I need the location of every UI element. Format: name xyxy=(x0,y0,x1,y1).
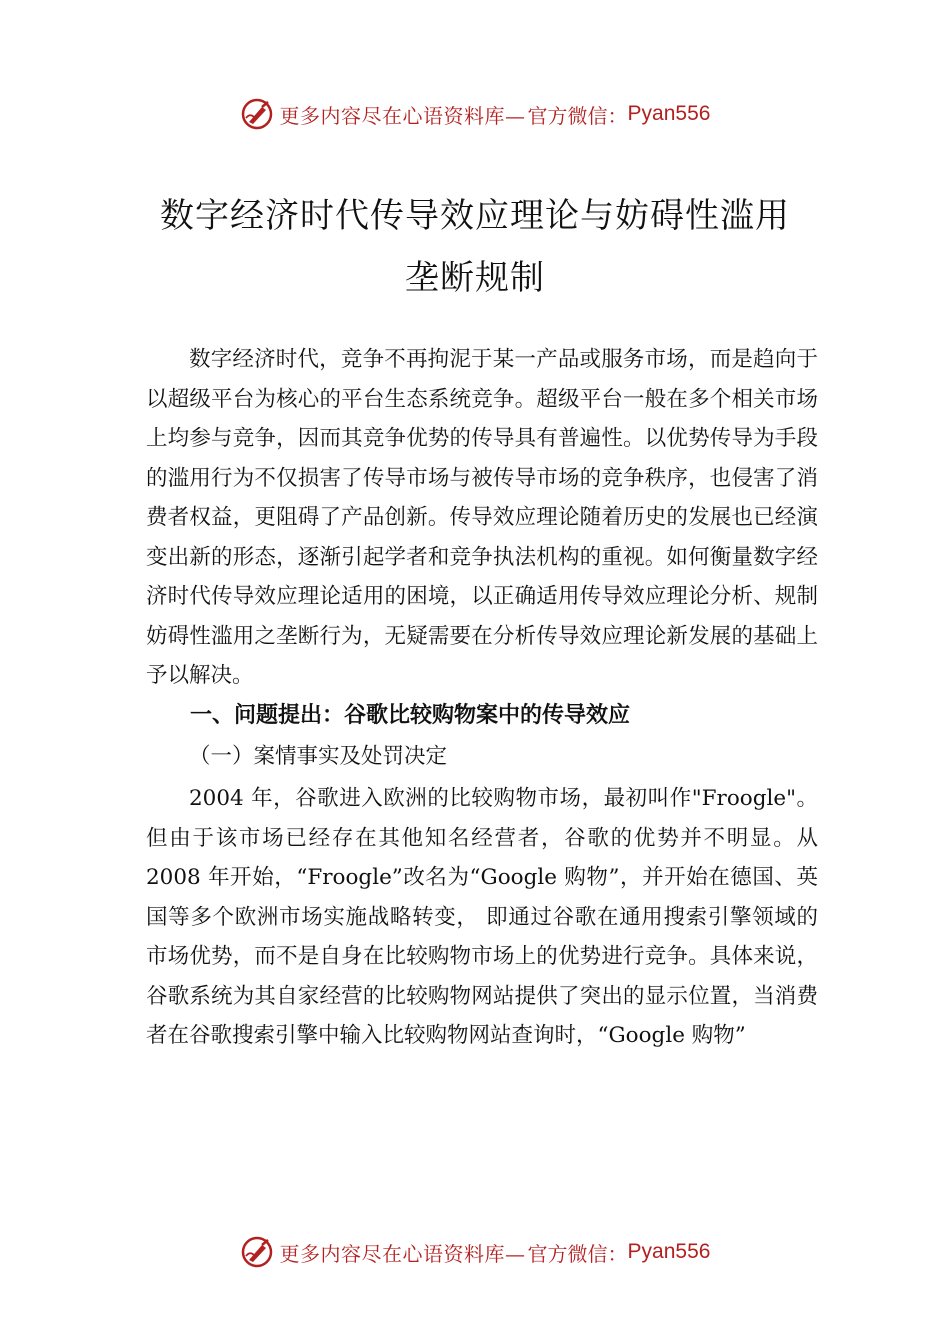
document-title-line-2: 垄断规制 xyxy=(405,258,545,298)
banner-text: 更多内容尽在心语资料库— xyxy=(279,1241,526,1266)
document-title-line-1: 数字经济时代传导效应理论与妨碍性滥用 xyxy=(160,196,790,236)
case-paragraph: 2004 年，谷歌进入欧洲的比较购物市场，最初叫作"Froogle"。但由于该市场已经存在其他知名经营者，谷歌的优势并不明显。从 2008 年开始，“Froogle”改名为“Google 购物”，并开始在德国、英国等多个欧洲市场实施战略转变， 即通过谷歌在通用搜索引擎领域的市场优势，而不是自身在比较购物市场上的优势进行竞争。具体来说，谷歌系统为其自家经营的比较购物网站提供了突出的显示位置，当消费者在谷歌搜索引擎中输入比较购物网站查询时，“Google 购物” xyxy=(146,786,818,1048)
document-body xyxy=(146,340,818,1056)
banner-text: 更多内容尽在心语资料库— xyxy=(279,103,526,128)
header-banner xyxy=(0,94,950,134)
wechat-id: Pyan556 xyxy=(627,1240,711,1263)
wechat-label: 官方微信： xyxy=(527,1241,628,1266)
wechat-label: 官方微信： xyxy=(527,103,628,128)
footer-banner xyxy=(0,1232,950,1272)
pen-nib-logo-icon xyxy=(240,1235,274,1269)
section-heading: 一、问题提出：谷歌比较购物案中的传导效应 xyxy=(190,702,631,728)
wechat-id: Pyan556 xyxy=(627,102,711,125)
pen-nib-logo-icon xyxy=(240,97,274,131)
intro-paragraph: 数字经济时代，竞争不再拘泥于某一产品或服务市场，而是趋向于以超级平台为核心的平台生态系统竞争。超级平台一般在多个相关市场上均参与竞争，因而其竞争优势的传导具有普遍性。以优势传导为手段的滥用行为不仅损害了传导市场与被传导市场的竞争秩序，也侵害了消费者权益，更阻碍了产品创新。传导效应理论随着历史的发展也已经演变出新的形态，逐渐引起学者和竞争执法机构的重视。如何衡量数字经济时代传导效应理论适用的困境，以正确适用传导效应理论分析、规制妨碍性滥用之垄断行为，无疑需要在分析传导效应理论新发展的基础上予以解决。 xyxy=(146,347,818,688)
subsection-heading: （一）案情事实及处罚决定 xyxy=(189,744,448,769)
